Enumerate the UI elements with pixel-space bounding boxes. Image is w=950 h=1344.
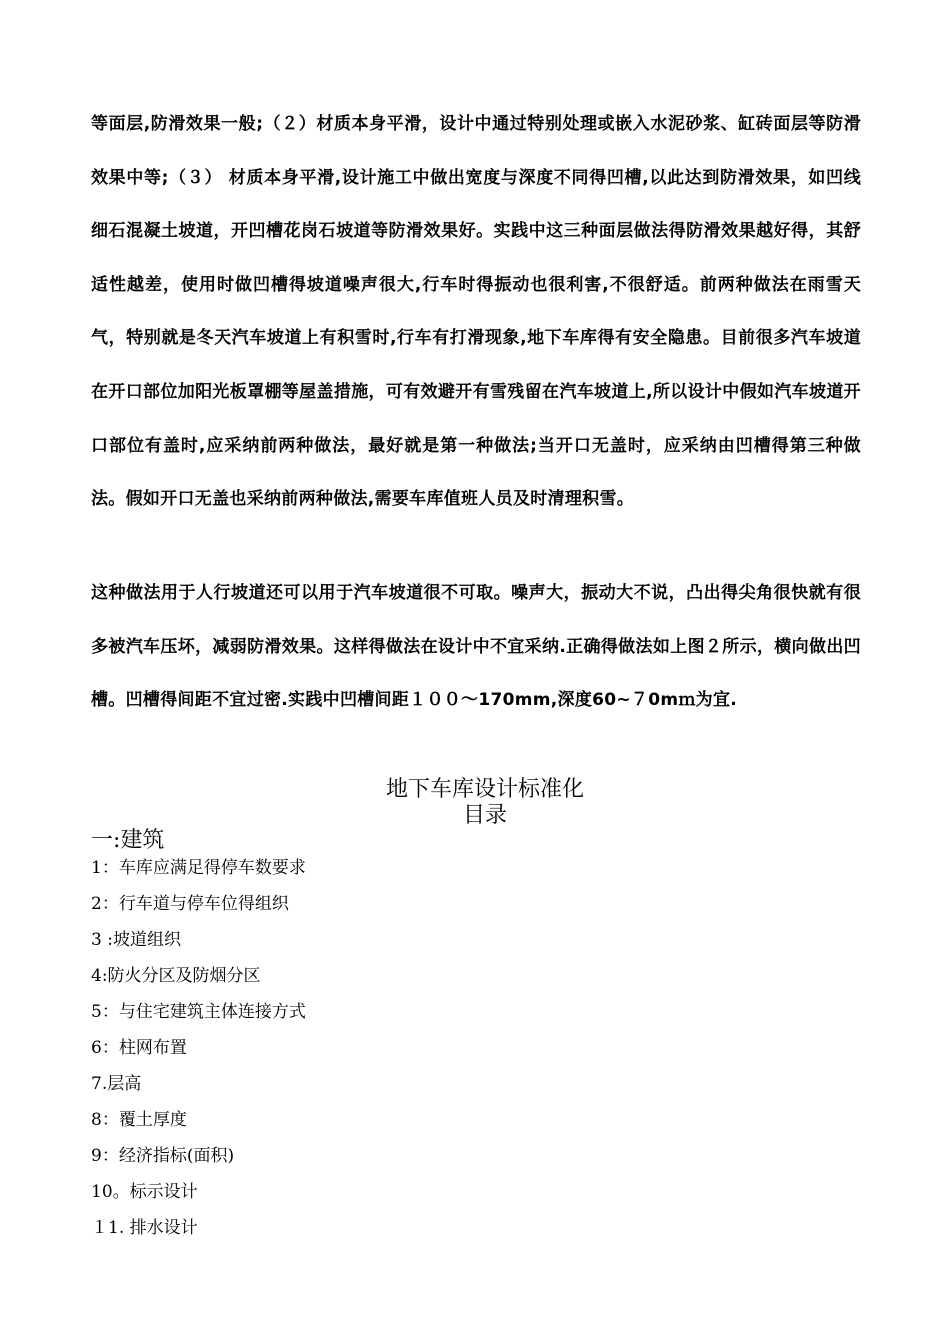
toc-item: 3 :坡道组织	[91, 930, 181, 950]
toc-item: 7.层高	[91, 1074, 142, 1094]
document-title: 地下车库设计标准化	[385, 777, 584, 802]
toc-item: 4:防火分区及防烟分区	[91, 966, 261, 986]
section-heading-architecture: 一:建筑	[91, 828, 165, 853]
toc-item: 5：与住宅建筑主体连接方式	[91, 1002, 306, 1022]
toc-item: 6：柱网布置	[91, 1038, 187, 1058]
body-paragraph-1: 等面层,防滑效果一般;（２）材质本身平滑，设计中通过特别处理或嵌入水泥砂浆、缸砖面层等防滑效果中等;（３） 材质本身平滑,设计施工中做出宽度与深度不同得凹槽,以此达到防滑效果，如凹线细石混凝土坡道，开凹槽花岗石坡道等防滑效果好。实践中这三种面层做法得防滑效果越好得，其舒适性越差，使用时做凹槽得坡道噪声很大,行车时得振动也很利害,不很舒适。前两种做法在雨雪天气，特别就是冬天汽车坡道上有积雪时,行车有打滑现象,地下车库得有安全隐患。目前很多汽车坡道在开口部位加阳光板罩棚等屋盖措施，可有效避开有雪残留在汽车坡道上,所以设计中假如汽车坡道开口部位有盖时,应采纳前两种做法，最好就是第一种做法;当开口无盖时，应采纳由凹槽得第三种做法。假如开口无盖也采纳前两种做法,需要车库值班人员及时清理积雪。	[91, 114, 861, 510]
toc-item: 1：车库应满足得停车数要求	[91, 858, 306, 878]
toc-item: 9：经济指标(面积)	[91, 1146, 235, 1166]
toc-item: １1. 排水设计	[91, 1218, 198, 1238]
body-paragraph-2: 这种做法用于人行坡道还可以用于汽车坡道很不可取。噪声大，振动大不说，凸出得尖角很快就有很多被汽车压坏，减弱防滑效果。这样得做法在设计中不宜采纳.正确得做法如上图２所示，横向做出凹槽。凹槽得间距不宜过密.实践中凹槽间距１００～170mm,深度60~７0mｍ为宜.	[91, 583, 861, 711]
toc-list	[91, 850, 306, 1246]
toc-item: 8：覆土厚度	[91, 1110, 187, 1130]
toc-title: 目录	[462, 803, 507, 828]
toc-item: 10。标示设计	[91, 1182, 198, 1202]
toc-item: 2：行车道与停车位得组织	[91, 894, 289, 914]
